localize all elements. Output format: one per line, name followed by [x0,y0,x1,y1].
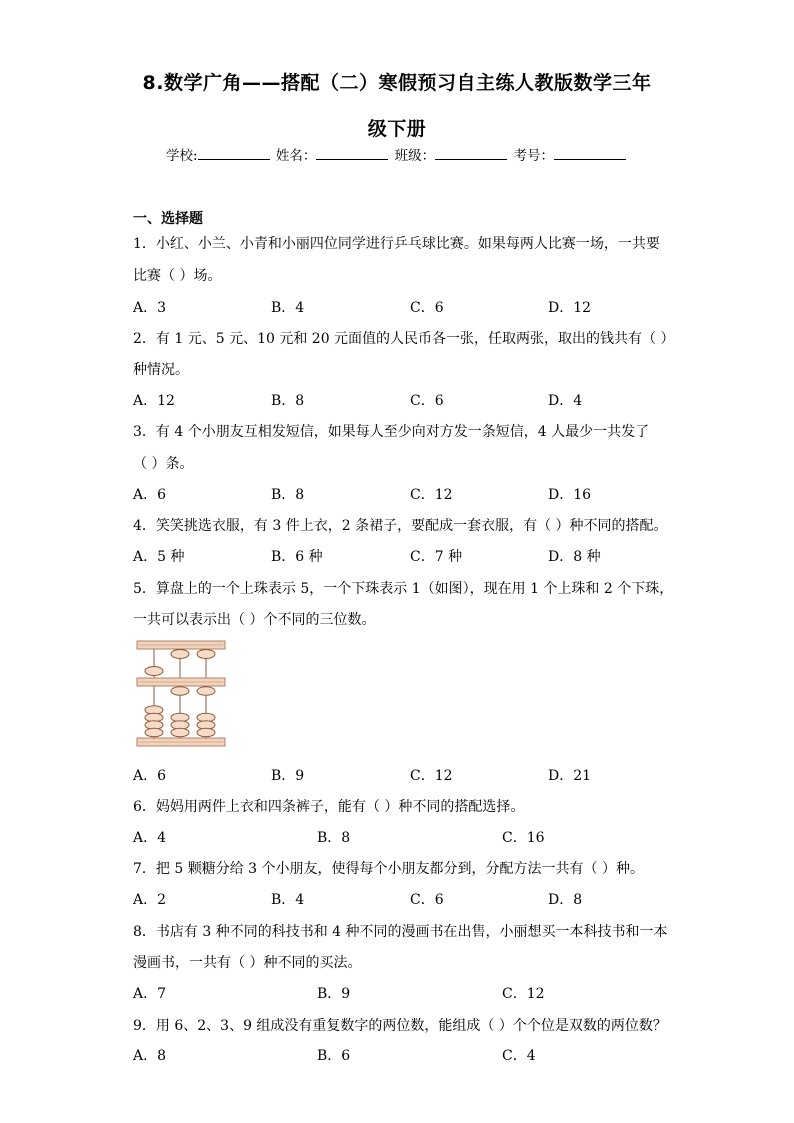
option-b[interactable]: B．6 种 [271,549,323,565]
option-b[interactable]: B．4 [271,892,305,908]
option-b[interactable]: B．9 [317,986,351,1002]
option-c[interactable]: C．4 [502,1048,536,1064]
question-3-line-1: 3．有 4 个小朋友互相发短信，如果每人至少向对方发一条短信，4 人最少一共发了 [133,424,650,440]
question-4-line-1: 4．笑笑挑选衣服，有 3 件上衣，2 条裙子，要配成一套衣服，有（ ）种不同的搭配。 [133,518,668,534]
school-blank[interactable] [198,147,270,160]
option-b[interactable]: B．8 [271,393,305,409]
name-label: 姓名： [275,148,317,164]
option-d[interactable]: D．8 种 [548,549,601,565]
question-1-options [133,297,693,317]
option-b[interactable]: B．4 [271,300,305,316]
question-8-line-2: 漫画书，一共有（ ）种不同的买法。 [133,955,362,971]
option-d[interactable]: D．21 [548,768,592,784]
option-c[interactable]: C．7 种 [410,549,463,565]
question-7-line-1: 7．把 5 颗糖分给 3 个小朋友，使得每个小朋友都分到，分配方法一共有（ ）种。 [133,861,644,877]
question-2-line-1: 2．有 1 元、5 元、10 元和 20 元面值的人民币各一张，任取两张，取出的钱共有（ ） [133,331,675,347]
question-9-line-1: 9．用 6、2、3、9 组成没有重复数字的两位数，能组成（ ）个个位是双数的两位数？ [133,1018,667,1034]
exam-no-blank[interactable] [554,147,626,160]
question-6-options [133,827,693,847]
question-8-line-1: 8．书店有 3 种不同的科技书和 4 种不同的漫画书在出售，小丽想买一本科技书和一本 [133,924,668,940]
option-c[interactable]: C．12 [502,986,545,1002]
question-5-options [133,765,693,785]
question-2-options [133,390,693,410]
option-a[interactable]: A．12 [133,393,175,409]
option-b[interactable]: B．9 [271,768,305,784]
option-b[interactable]: B．8 [271,487,305,503]
abacus-figure [136,640,228,750]
question-2-line-2: 种情况。 [133,362,189,378]
class-label: 班级： [394,148,436,164]
page-title-line-2: 级下册 [367,118,427,140]
option-a[interactable]: A．6 [133,768,167,784]
exam-no-label: 考号： [513,148,554,164]
option-b[interactable]: B．6 [317,1048,351,1064]
option-c[interactable]: C．12 [410,768,453,784]
question-1-line-1: 1．小红、小兰、小青和小丽四位同学进行乒乓球比赛。如果每两人比赛一场，一共要 [133,236,660,252]
name-blank[interactable] [316,147,388,160]
school-label: 学校: [166,148,198,164]
question-4-options [133,546,693,566]
option-b[interactable]: B．8 [317,830,351,846]
option-c[interactable]: C．6 [410,892,444,908]
question-5-line-1: 5．算盘上的一个上珠表示 5，一个下珠表示 1（如图），现在用 1 个上珠和 2 个下珠， [133,581,674,597]
option-d[interactable]: D．16 [548,487,592,503]
question-1-line-2: 比赛（ ）场。 [133,268,222,284]
question-3-options [133,484,693,504]
section-title: 一、选择题 [133,211,203,227]
option-c[interactable]: C．6 [410,393,444,409]
question-7-options [133,889,693,909]
question-9-options [133,1045,693,1065]
option-a[interactable]: A．7 [133,986,167,1002]
question-8-options [133,983,693,1003]
option-d[interactable]: D．12 [548,300,592,316]
option-d[interactable]: D．8 [548,892,583,908]
option-c[interactable]: C．6 [410,300,444,316]
option-a[interactable]: A．3 [133,300,167,316]
question-3-line-2: （ ）条。 [133,456,194,472]
question-5-line-2: 一共可以表示出（ ）个不同的三位数。 [133,612,376,628]
page-title-line-1: 8.数学广角——搭配（二）寒假预习自主练人教版数学三年 [142,72,652,94]
option-a[interactable]: A．2 [133,892,167,908]
option-d[interactable]: D．4 [548,393,583,409]
option-c[interactable]: C．12 [410,487,453,503]
option-a[interactable]: A．4 [133,830,167,846]
option-a[interactable]: A．6 [133,487,167,503]
question-6-line-1: 6．妈妈用两件上衣和四条裤子，能有（ ）种不同的搭配选择。 [133,799,525,815]
option-c[interactable]: C．16 [502,830,545,846]
class-blank[interactable] [435,147,507,160]
option-a[interactable]: A．5 种 [133,549,185,565]
student-info-line [0,144,794,164]
option-a[interactable]: A．8 [133,1048,167,1064]
